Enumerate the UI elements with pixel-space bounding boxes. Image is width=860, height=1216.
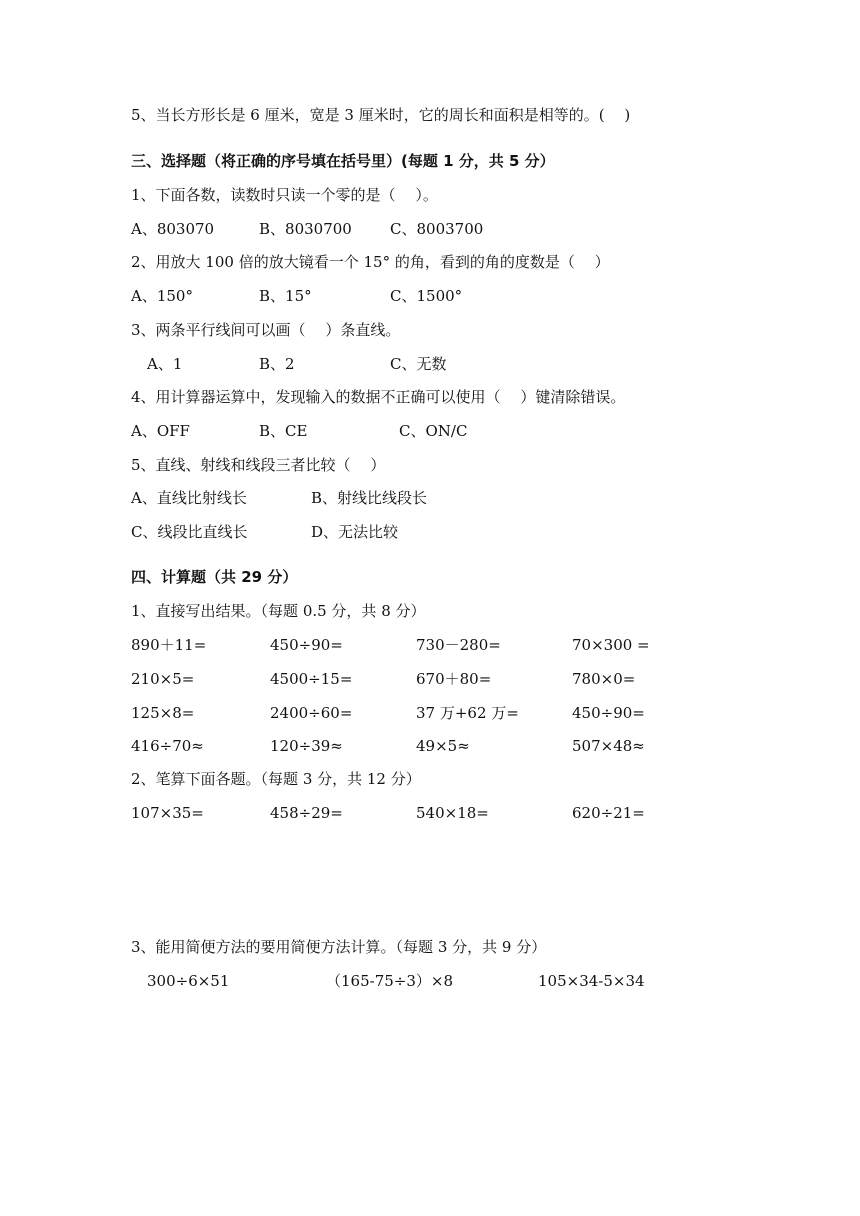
calc-1-r1-c3: 730－280= <box>416 636 501 654</box>
choice-q1: 1、下面各数，读数时只读一个零的是（ ）。 <box>131 186 438 204</box>
calc-3-item-3: 105×34-5×34 <box>538 972 645 990</box>
calc-1-r1-c4: 70×300 = <box>572 636 650 654</box>
choice-q3-a: A、1 <box>147 355 183 373</box>
calc-3-item-2: （165-75÷3）×8 <box>326 972 454 990</box>
calc-1-r3-c3: 37 万+62 万= <box>416 704 519 722</box>
choice-q1-a: A、803070 <box>131 220 215 238</box>
choice-q4-a: A、OFF <box>131 422 190 440</box>
section-3-title: 三、选择题（将正确的序号填在括号里）(每题 1 分，共 5 分） <box>131 152 555 170</box>
choice-q2-c: C、1500° <box>390 287 463 305</box>
calc-1-r4-c3: 49×5≈ <box>416 737 470 755</box>
choice-q1-c: C、8003700 <box>390 220 484 238</box>
choice-q2: 2、用放大 100 倍的放大镜看一个 15° 的角，看到的角的度数是（ ） <box>131 253 610 271</box>
calc-2-item-4: 620÷21= <box>572 804 645 822</box>
choice-q2-a: A、150° <box>131 287 193 305</box>
calc-1-r3-c2: 2400÷60= <box>270 704 353 722</box>
calc-2-item-1: 107×35= <box>131 804 204 822</box>
calc-3-item-1: 300÷6×51 <box>147 972 230 990</box>
calc-part-2-title: 2、笔算下面各题。（每题 3 分，共 12 分） <box>131 770 421 788</box>
choice-q5-b: B、射线比线段长 <box>311 489 428 507</box>
calc-1-r2-c4: 780×0= <box>572 670 636 688</box>
calc-1-r3-c4: 450÷90= <box>572 704 645 722</box>
choice-q4-b: B、CE <box>259 422 308 440</box>
calc-1-r2-c1: 210×5= <box>131 670 195 688</box>
calc-1-r2-c2: 4500÷15= <box>270 670 353 688</box>
choice-q1-b: B、8030700 <box>259 220 352 238</box>
calc-1-r3-c1: 125×8= <box>131 704 195 722</box>
choice-q2-b: B、15° <box>259 287 312 305</box>
choice-q3-c: C、无数 <box>390 355 447 373</box>
calc-1-r4-c4: 507×48≈ <box>572 737 645 755</box>
section-4-title: 四、计算题（共 29 分） <box>131 568 298 586</box>
calc-part-3-title: 3、能用简便方法的要用简便方法计算。（每题 3 分，共 9 分） <box>131 938 547 956</box>
true-false-q5: 5、当长方形长是 6 厘米，宽是 3 厘米时，它的周长和面积是相等的。( ) <box>131 106 631 124</box>
calc-2-item-3: 540×18= <box>416 804 489 822</box>
choice-q4: 4、用计算器运算中，发现输入的数据不正确可以使用（ ）键清除错误。 <box>131 388 626 406</box>
calc-1-r1-c2: 450÷90= <box>270 636 343 654</box>
choice-q5-c: C、线段比直线长 <box>131 523 248 541</box>
calc-1-r1-c1: 890＋11= <box>131 636 207 654</box>
choice-q4-c: C、ON/C <box>399 422 468 440</box>
choice-q5-d: D、无法比较 <box>311 523 399 541</box>
calc-1-r2-c3: 670＋80= <box>416 670 492 688</box>
calc-1-r4-c1: 416÷70≈ <box>131 737 204 755</box>
choice-q3: 3、两条平行线间可以画（ ）条直线。 <box>131 321 401 339</box>
choice-q5: 5、直线、射线和线段三者比较（ ） <box>131 456 386 474</box>
calc-part-1-title: 1、直接写出结果。（每题 0.5 分，共 8 分） <box>131 602 426 620</box>
calc-1-r4-c2: 120÷39≈ <box>270 737 343 755</box>
calc-2-item-2: 458÷29= <box>270 804 343 822</box>
choice-q3-b: B、2 <box>259 355 295 373</box>
choice-q5-a: A、直线比射线长 <box>131 489 247 507</box>
